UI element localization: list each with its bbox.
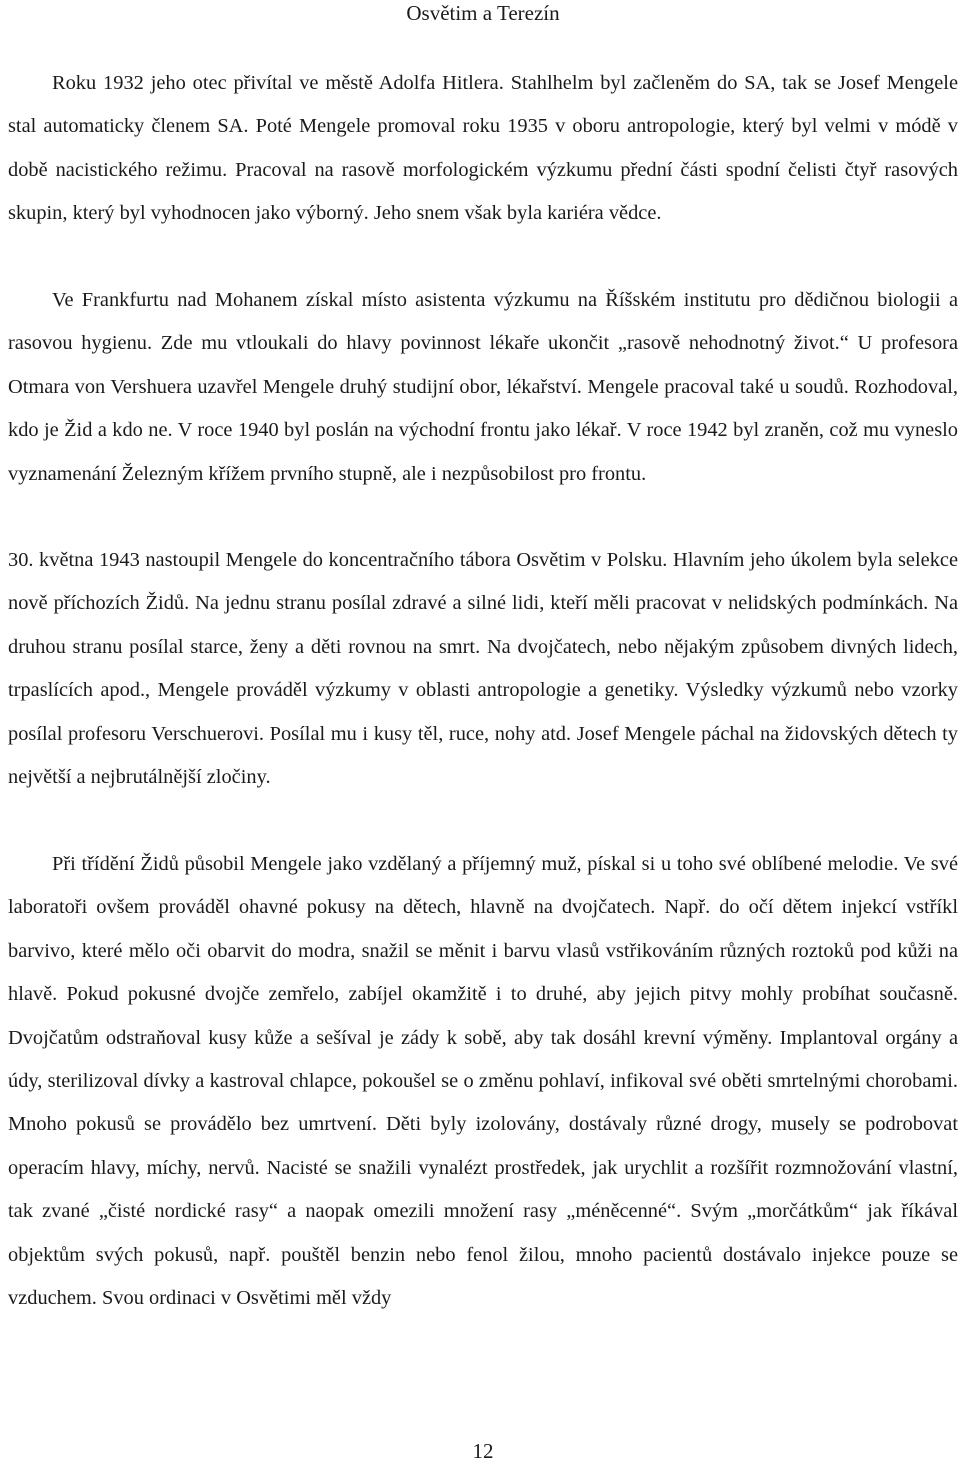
paragraph-4: Při třídění Židů působil Mengele jako vzdělaný a příjemný muž, pískal si u toho své oblíbené melodie. Ve své laboratoři ovšem prováděl ohavné pokusy na dětech, hlavně na dvojčatech. Např. do očí dětem injekcí vstříkl barvivo, které mělo oči obarvit do modra, snažil se měnit i barvu vlasů vstřikováním různých roztoků pod kůži na hlavě. Pokud pokusné dvojče zemřelo, zabíjel okamžitě i to druhé, aby jejich pitvy mohly probíhat současně. Dvojčatům odstraňoval kusy kůže a sešíval je zády k sobě, aby tak dosáhl krevní výměny. Implantoval orgány a údy, sterilizoval dívky a kastroval chlapce, pokoušel se o změnu pohlaví, infikoval své oběti smrtelnými chorobami. Mnoho pokusů se provádělo bez umrtvení. Děti byly izolovány, dostávaly různé drogy, musely se podrobovat operacím hlavy, míchy, nervů. Nacisté se snažili vynalézt prostředek, jak urychlit a rozšířit rozmnožování vlastní, tak zvané „čisté nordické rasy“ a naopak omezili množení rasy „méněcenné“. Svým „morčátkům“ jak říkával objektům svých pokusů, např. pouštěl benzin nebo fenol žilou, mnoho pacientů dostávalo injekce pouze se vzduchem. Svou ordinaci v Osvětimi měl vždy bbox=[8, 853, 958, 1310]
document-page bbox=[8, 0, 958, 1464]
paragraph-3: 30. května 1943 nastoupil Mengele do koncentračního tábora Osvětim v Polsku. Hlavním jeho úkolem byla selekce nově příchozích Židů. Na jednu stranu posílal zdravé a silné lidi, kteří měli pracovat v nelidských podmínkách. Na druhou stranu posílal starce, ženy a děti rovnou na smrt. Na dvojčatech, nebo nějakým způsobem divných lidech, trpaslících apod., Mengele prováděl výzkumy v oblasti antropologie a genetiky. Výsledky výzkumů nebo vzorky posílal profesoru Verschuerovi. Posílal mu i kusy těl, ruce, nohy atd. Josef Mengele páchal na židovských dětech ty největší a nejbrutálnější zločiny. bbox=[8, 549, 958, 789]
page-number: 12 bbox=[472, 1439, 494, 1463]
section-heading: Osvětim a Terezín bbox=[406, 1, 560, 25]
paragraph-2: Ve Frankfurtu nad Mohanem získal místo asistenta výzkumu na Říšském institutu pro dědičnou biologii a rasovou hygienu. Zde mu vtloukali do hlavy povinnost lékaře ukončit „rasově nehodnotný život.“ U profesora Otmara von Vershuera uzavřel Mengele druhý studijní obor, lékařství. Mengele pracoval také u soudů. Rozhodoval, kdo je Žid a kdo ne. V roce 1940 byl poslán na východní frontu jako lékař. V roce 1942 byl zraněn, což mu vyneslo vyznamenání Železným křížem prvního stupně, ale i nezpůsobilost pro frontu. bbox=[8, 289, 958, 485]
paragraph-1: Roku 1932 jeho otec přivítal ve městě Adolfa Hitlera. Stahlhelm byl začleněm do SA, tak se Josef Mengele stal automaticky členem SA. Poté Mengele promoval roku 1935 v oboru antropologie, který byl velmi v módě v době nacistického režimu. Pracoval na rasově morfologickém výzkumu přední části spodní čelisti čtyř rasových skupin, který byl vyhodnocen jako výborný. Jeho snem však byla kariéra vědce. bbox=[8, 72, 958, 225]
